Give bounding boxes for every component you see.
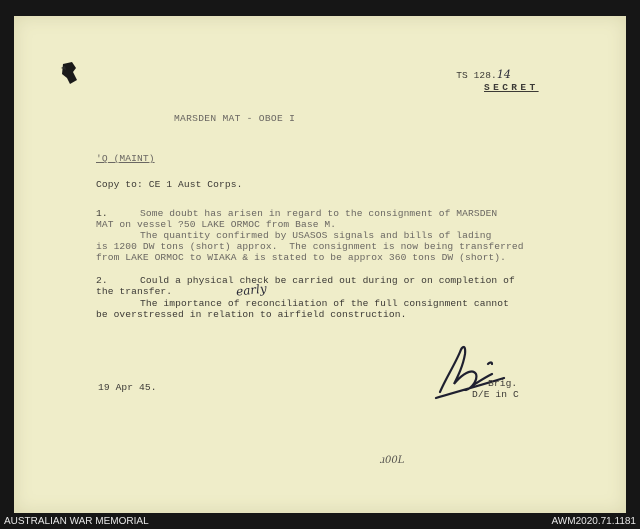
para2-line: Could a physical check be carried out during or on completion of — [140, 275, 515, 286]
para1-line: The quantity confirmed by USASOS signals and bills of lading — [140, 230, 492, 241]
handwritten-insert: early — [235, 281, 268, 299]
signature-title: D/E in C — [472, 389, 519, 400]
para1-line: Some doubt has arisen in regard to the consignment of MARSDEN — [140, 208, 498, 219]
bottom-handwritten-note: ɹ00L — [380, 455, 405, 466]
para2-line: be overstressed in relation to airfield construction. — [96, 309, 407, 320]
classification-label: SECRET — [484, 82, 539, 93]
addressee: 'Q (MAINT) — [96, 153, 155, 164]
para1-line: from LAKE ORMOC to WIAKA & is stated to be approx 360 tons DW (short). — [96, 252, 507, 263]
para1-number: 1. — [96, 208, 108, 219]
para1-line: is 1200 DW tons (short) approx. The consignment is now being transferred — [96, 241, 524, 252]
signature-rank: Brig. — [488, 378, 518, 389]
document-page — [14, 16, 626, 513]
para1-line: MAT on vessel ?50 LAKE ORMOC from Base M. — [96, 219, 337, 230]
copy-to: Copy to: CE 1 Aust Corps. — [96, 179, 243, 190]
para2-number: 2. — [96, 275, 108, 286]
archive-footer — [0, 514, 640, 529]
document-title: MARSDEN MAT - OBOE I — [174, 113, 296, 124]
para2-line: The importance of reconciliation of the full consignment cannot — [140, 298, 510, 309]
footer-left-label: AUSTRALIAN WAR MEMORIAL — [4, 516, 149, 527]
punch-hole-mark — [58, 60, 80, 86]
footer-right-label: AWM2020.71.1181 — [551, 516, 636, 527]
ref-number-text: TS 128. — [456, 70, 497, 81]
ref-handwritten-suffix: 14 — [496, 68, 512, 81]
para2-line: the transfer. — [96, 286, 173, 297]
document-date: 19 Apr 45. — [98, 382, 157, 393]
